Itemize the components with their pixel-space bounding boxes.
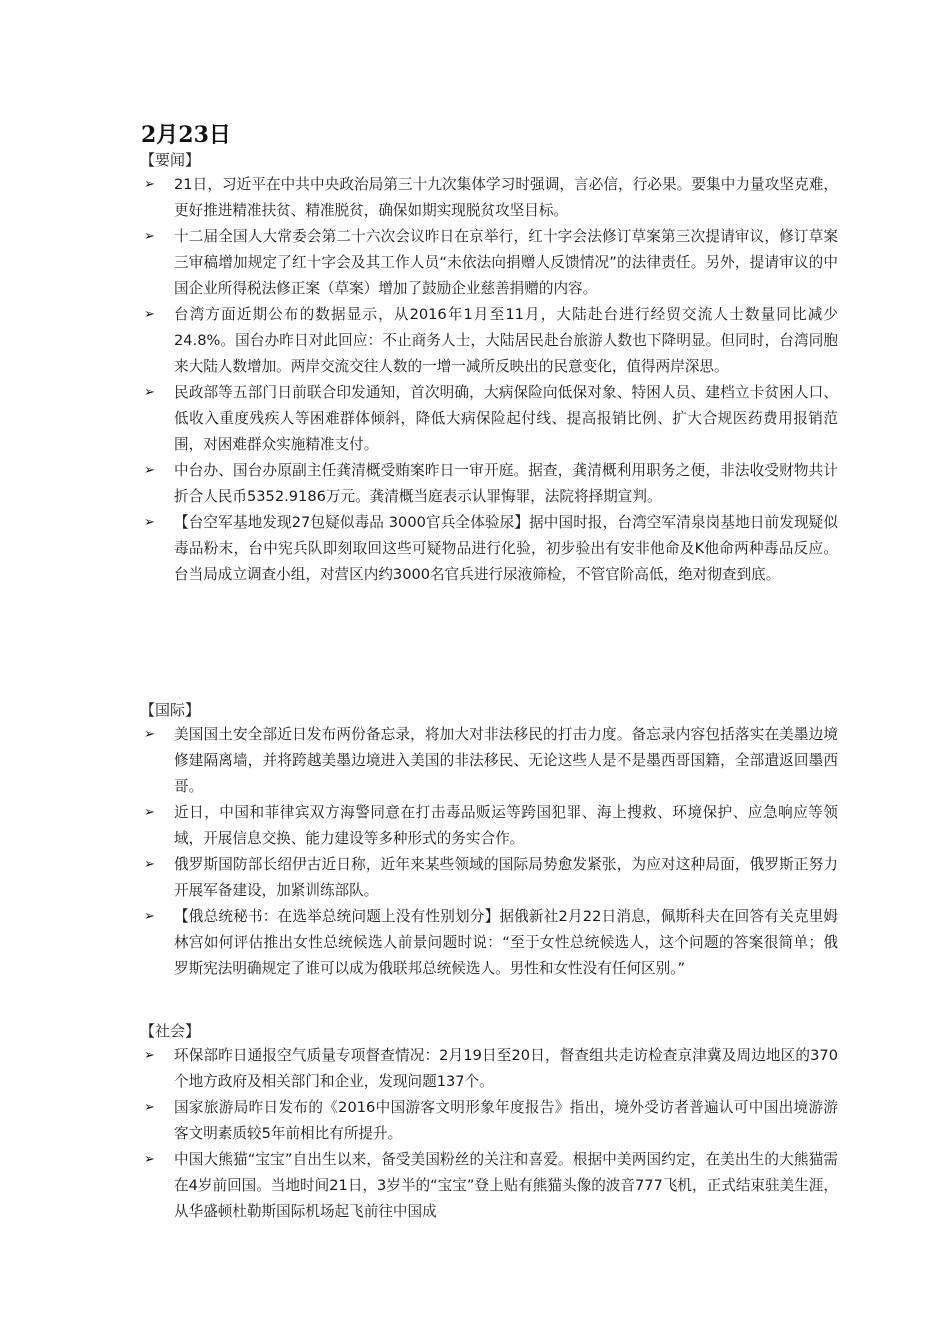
list-item [138,172,838,224]
arrow-bullet-icon: ➢ [144,727,155,742]
list-item [138,224,838,302]
list-item [138,800,838,852]
list-item [138,458,838,510]
arrow-bullet-icon: ➢ [144,1152,155,1167]
section-title: 【社会】 [140,1022,201,1040]
section-title: 【国际】 [140,701,201,719]
arrow-bullet-icon: ➢ [144,805,155,820]
news-list [138,172,838,588]
arrow-bullet-icon: ➢ [144,1100,155,1115]
arrow-bullet-icon: ➢ [144,307,155,322]
arrow-bullet-icon: ➢ [144,385,155,400]
item-text: 近日，中国和菲律宾双方海警同意在打击毒品贩运等跨国犯罪、海上搜救、环境保护、应急响应等领域，开展信息交换、能力建设等多种形式的务实合作。 [174,804,838,847]
arrow-bullet-icon: ➢ [144,177,155,192]
list-item [138,722,838,800]
news-list [138,722,838,982]
list-item [138,1043,838,1095]
item-text: 中台办、国台办原副主任龚清概受贿案昨日一审开庭。据查，龚清概利用职务之便，非法收受财物共计折合人民币5352.9186万元。龚清概当庭表示认罪悔罪，法院将择期宣判。 [174,462,838,505]
list-item [138,1095,838,1147]
list-item [138,510,838,588]
item-text: 环保部昨日通报空气质量专项督查情况：2月19日至20日，督查组共走访检查京津冀及周边地区的370个地方政府及相关部门和企业，发现问题137个。 [174,1047,838,1090]
item-text: 中国大熊猫“宝宝”自出生以来，备受美国粉丝的关注和喜爱。根据中美两国约定，在美出生的大熊猫需在4岁前回国。当地时间21日，3岁半的“宝宝”登上贴有熊猫头像的波音777飞机，正式结束驻美生涯，从华盛顿杜勒斯国际机场起飞前往中国成 [174,1151,838,1220]
arrow-bullet-icon: ➢ [144,1048,155,1063]
page-date-heading: 2月23日 [141,122,231,148]
item-text: 【台空军基地发现27包疑似毒品 3000官兵全体验尿】据中国时报，台湾空军清泉岗基地日前发现疑似毒品粉末，台中宪兵队即刻取回这些可疑物品进行化验，初步验出有安非他命及K他命两种毒品反应。台当局成立调查小组，对营区内约3000名官兵进行尿液筛检，不管官阶高低，绝对彻查到底。 [174,514,838,583]
section-guoji [138,698,838,982]
section-title: 【要闻】 [140,151,201,169]
item-text: 俄罗斯国防部长绍伊古近日称，近年来某些领域的国际局势愈发紧张，为应对这种局面，俄罗斯正努力开展军备建设，加紧训练部队。 [174,856,838,899]
arrow-bullet-icon: ➢ [144,229,155,244]
arrow-bullet-icon: ➢ [144,515,155,530]
item-text: 台湾方面近期公布的数据显示，从2016年1月至11月，大陆赴台进行经贸交流人士数量同比减少24.8%。国台办昨日对此回应：不止商务人士，大陆居民赴台旅游人数也下降明显。但同时，台湾同胞来大陆人数增加。两岸交流交往人数的一增一减所反映出的民意变化，值得两岸深思。 [174,306,838,375]
list-item [138,904,838,982]
item-text: 十二届全国人大常委会第二十六次会议昨日在京举行，红十字会法修订草案第三次提请审议，修订草案三审稿增加规定了红十字会及其工作人员“未依法向捐赠人反馈情况”的法律责任。另外，提请审议的中国企业所得税法修正案（草案）增加了鼓励企业慈善捐赠的内容。 [174,228,838,297]
arrow-bullet-icon: ➢ [144,463,155,478]
item-text: 【俄总统秘书：在选举总统问题上没有性别划分】据俄新社2月22日消息，佩斯科夫在回答有关克里姆林宫如何评估推出女性总统候选人前景问题时说：“至于女性总统候选人，这个问题的答案很简单；俄罗斯宪法明确规定了谁可以成为俄联邦总统候选人。男性和女性没有任何区别。” [174,908,838,977]
item-text: 民政部等五部门日前联合印发通知，首次明确，大病保险向低保对象、特困人员、建档立卡贫困人口、低收入重度残疾人等困难群体倾斜，降低大病保险起付线、提高报销比例、扩大合规医药费用报销范围，对困难群众实施精准支付。 [174,384,838,453]
list-item [138,1147,838,1225]
news-list [138,1043,838,1225]
section-yaowen [138,148,838,588]
list-item [138,380,838,458]
item-text: 国家旅游局昨日发布的《2016中国游客文明形象年度报告》指出，境外受访者普遍认可中国出境游游客文明素质较5年前相比有所提升。 [174,1099,838,1142]
arrow-bullet-icon: ➢ [144,857,155,872]
arrow-bullet-icon: ➢ [144,909,155,924]
list-item [138,302,838,380]
item-text: 美国国土安全部近日发布两份备忘录，将加大对非法移民的打击力度。备忘录内容包括落实在美墨边境修建隔离墙，并将跨越美墨边境进入美国的非法移民、无论这些人是不是墨西哥国籍，全部遣返回墨西哥。 [174,726,838,795]
item-text: 21日，习近平在中共中央政治局第三十九次集体学习时强调，言必信，行必果。要集中力量攻坚克难，更好推进精准扶贫、精准脱贫，确保如期实现脱贫攻坚目标。 [174,176,838,219]
list-item [138,852,838,904]
section-shehui [138,1019,838,1225]
